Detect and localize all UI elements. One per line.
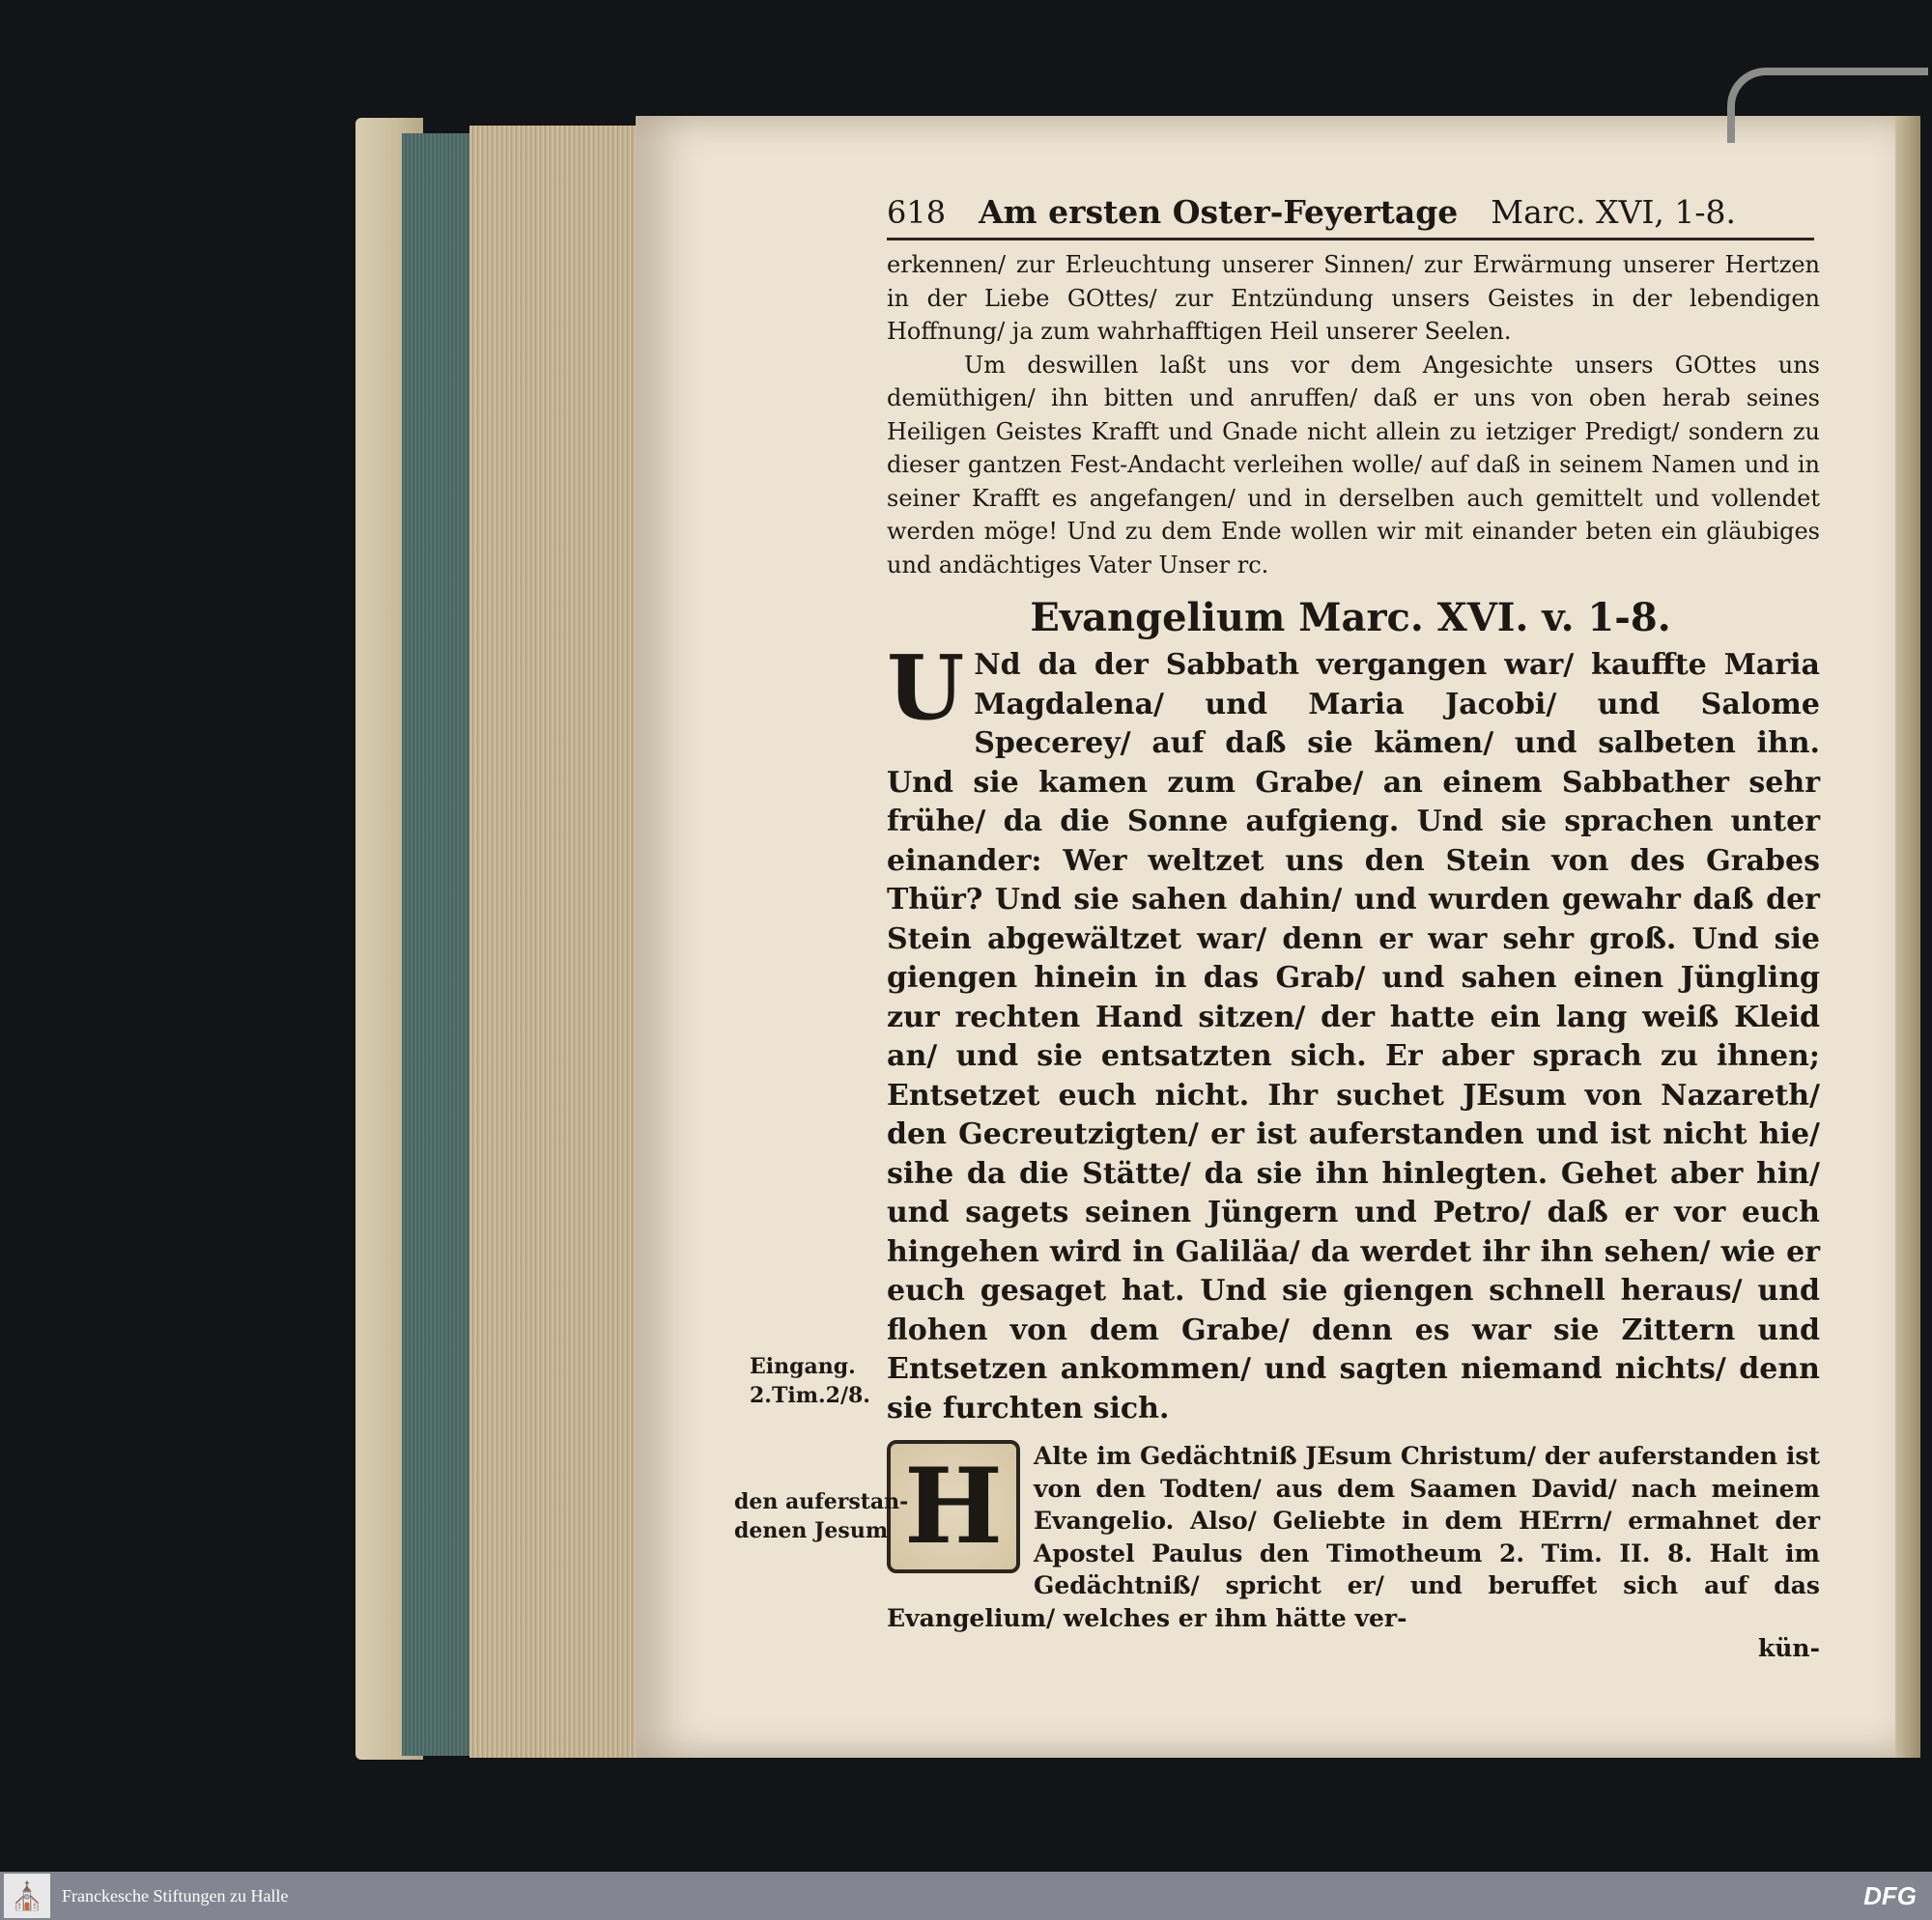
catchword: kün- xyxy=(1757,1634,1820,1662)
margin-note-reference: 2.Tim.2/8. xyxy=(750,1383,870,1408)
header-reference: Marc. XVI, 1-8. xyxy=(1491,193,1736,231)
gospel-heading: Evangelium Marc. XVI. v. 1-8. xyxy=(1030,595,1671,640)
footer-left xyxy=(0,1874,288,1918)
running-header xyxy=(887,193,1814,240)
footer-bar xyxy=(0,1872,1932,1920)
paragraph-1: erkennen/ zur Erleuchtung unserer Sinnen/ zur Erwärmung unserer Hertzen in der Liebe GOttes/ zur Entzündung unsers Geistes in der lebendigen Hoffnung/ ja zum wahrhafftigen Heil unserer Seelen. xyxy=(887,251,1820,345)
margin-note-line-1: den auferstan- xyxy=(734,1489,909,1514)
introduction-text: Alte im Gedächtniß JEsum Christum/ der auferstanden ist von den Todten/ aus dem Saamen David/ nach meinem Evangelio. Also/ Geliebte in dem HErrn/ ermahnet der Apostel Paulus den Timotheum 2. Tim. II. 8. Halt im Gedächtniß/ spricht er/ und beruffet sich auf das Evangelium/ welches er ihm hätte ver- xyxy=(887,1442,1820,1632)
margin-note-auferstanden xyxy=(734,1487,908,1545)
introduction xyxy=(887,1440,1820,1662)
page-stack xyxy=(469,126,643,1758)
margin-note-label: Eingang. xyxy=(750,1354,856,1379)
page-block-edge xyxy=(402,133,469,1756)
dfg-logo[interactable]: DFG xyxy=(1863,1880,1917,1910)
gospel-text-block xyxy=(887,635,1820,1428)
page-fold xyxy=(1895,116,1920,1758)
drop-cap: U xyxy=(887,635,965,740)
header-title: Am ersten Oster-Feyertage xyxy=(979,193,1459,231)
margin-note-line-2: denen Jesum xyxy=(734,1518,889,1543)
institution-name[interactable]: Franckesche Stiftungen zu Halle xyxy=(62,1885,289,1906)
bookmark-ribbon xyxy=(1727,68,1928,143)
page-text xyxy=(887,193,1820,1662)
franckesche-logo-icon[interactable]: ⛪ xyxy=(4,1874,50,1918)
margin-note-eingang xyxy=(750,1352,870,1410)
page-number: 618 xyxy=(887,194,947,231)
ornament-letter: H xyxy=(903,1446,1004,1567)
paragraph-2: Um deswillen laßt uns vor dem Angesichte unsers GOttes uns demüthigen/ ihn bitten und anruffen/ daß er uns von oben herab seines Heiligen Geistes Krafft und Gnade nicht allein zu ietziger Predigt/ sondern zu dieser gantzen Fest-Andacht verleihen wolle/ auf daß in seinem Namen und in seiner Krafft es angefangen/ und in derselben auch gemittelt und vollendet werden möge! Und zu dem Ende wollen wir mit einander beten ein gläubiges und andächtiges Vater Unser rc. xyxy=(887,351,1820,579)
gospel-text: Nd da der Sabbath vergangen war/ kauffte Maria Magdalena/ und Maria Jacobi/ und Salome Specerey/ auf daß sie kämen/ und salbeten ihn. Und sie kamen zum Grabe/ an einem Sabbather sehr frühe/ da die Sonne aufgieng. Und sie sprachen unter einander: Wer weltzet uns den Stein von des Grabes Thür? Und sie sahen dahin/ und wurden gewahr daß der Stein abgewältzet war/ denn er war sehr groß. Und sie giengen hinein in das Grab/ und sahen einen Jüngling zur rechten Hand sitzen/ der hatte ein lang weiß Kleid an/ und sie entsatzten sich. Er aber sprach zu ihnen; Entsetzet euch nicht. Ihr suchet JEsum von Nazareth/ den Gecreutzigten/ er ist auferstanden und ist nicht hie/ sihe da die Stätte/ da sie ihn hinlegten. Gehet aber hin/ und sagets seinen Jüngern und Petro/ daß er vor euch hingehen wird in Galiläa/ da werdet ihr ihn sehen/ wie er euch gesaget hat. Und sie giengen schnell heraus/ und flohen von dem Grabe/ denn es war sie Zittern und Entsetzen ankommen/ und sagten niemand nichts/ denn sie furchten sich. xyxy=(887,648,1820,1426)
